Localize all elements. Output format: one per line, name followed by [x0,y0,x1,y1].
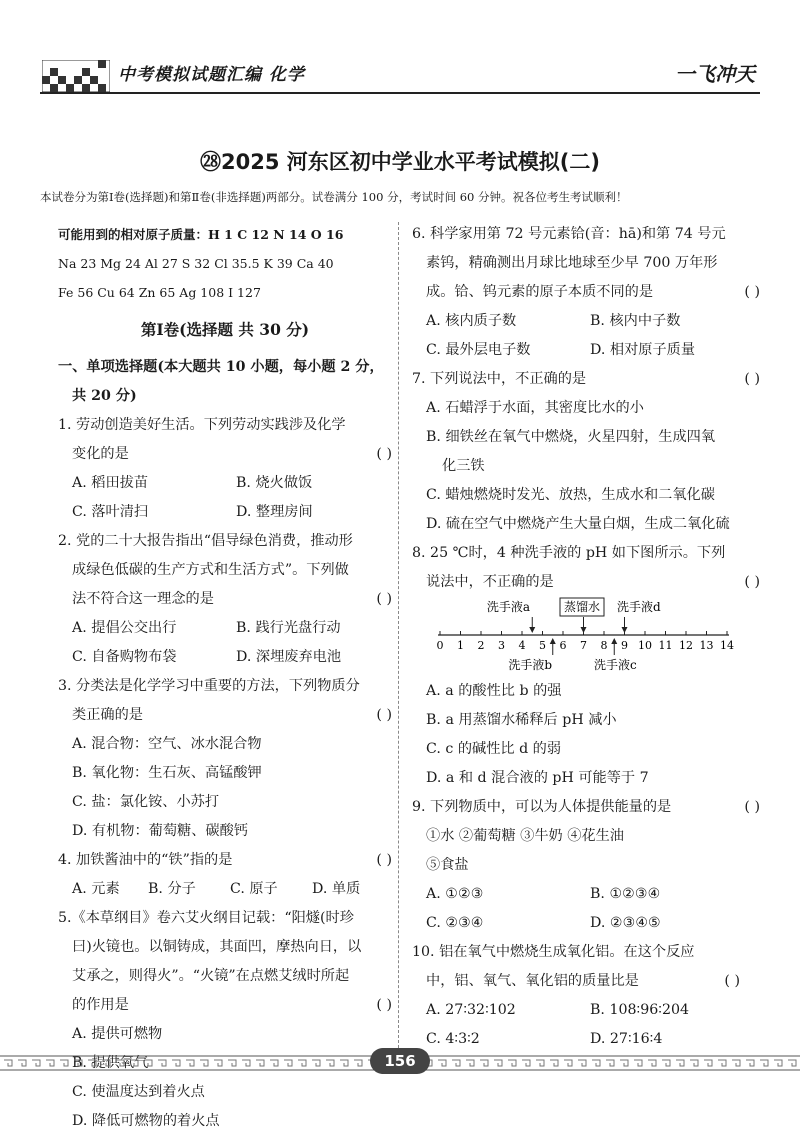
footer-fret [746,1060,754,1066]
footer-fret [186,1060,194,1066]
footer-fret [74,1060,82,1066]
q7-option-c[interactable]: C. 蜡烛燃烧时发光、放热，生成水和二氧化碳 [426,487,715,503]
ph-tick-label: 8 [600,639,608,652]
q4-answer-blank[interactable]: ( ) [376,852,392,868]
footer-fret [620,1060,628,1066]
handwash-b-arrow-head [550,638,556,644]
footer-fret [60,1060,68,1066]
label-handwash-b: 洗手液b [508,658,552,672]
ph-tick-label: 2 [477,639,485,652]
ph-tick-label: 6 [559,639,567,652]
footer-fret [242,1060,250,1066]
footer-fret [228,1060,236,1066]
q6-stem-line2: 素钨，精确测出月球比地球至少早 700 万年形 [426,255,718,271]
section1-title: 第Ⅰ卷(选择题 共 30 分) [140,320,310,339]
footer-fret [172,1060,180,1066]
ph-tick-label: 13 [699,639,714,652]
q8-option-c[interactable]: C. c 的碱性比 d 的弱 [426,741,562,757]
q1-option-a[interactable]: A. 稻田拔苗 [72,475,149,491]
q9-option-b[interactable]: B. ①②③④ [590,886,661,902]
footer-fret [326,1060,334,1066]
q4-option-b[interactable]: B. 分子 [148,881,196,897]
exam-intro: 本试卷分为第Ⅰ卷(选择题)和第Ⅱ卷(非选择题)两部分。试卷满分 100 分，考试时间 60 分钟。祝各位考生考试顺利！ [40,190,628,204]
q9-option-d[interactable]: D. ②③④⑤ [590,915,661,931]
q9-option-c[interactable]: C. ②③④ [426,915,484,931]
exam-title: ㉘2025 河东区初中学业水平考试模拟(二) [200,150,600,174]
footer-fret [466,1060,474,1066]
ph-tick-label: 3 [498,639,505,652]
q1-stem-line2: 变化的是 [72,446,129,462]
footer-fret [298,1060,306,1066]
q6-option-b[interactable]: B. 核内中子数 [590,313,681,329]
q7-option-b-line1[interactable]: B. 细铁丝在氧气中燃烧，火星四射，生成四氧 [426,429,716,445]
q3-stem-line2: 类正确的是 [72,707,143,723]
q6-option-c[interactable]: C. 最外层电子数 [426,342,531,358]
footer-fret [606,1060,614,1066]
footer-fret [214,1060,222,1066]
q6-answer-blank[interactable]: ( ) [744,284,760,300]
q9-items-line2: ⑤食盐 [426,857,469,873]
q8-option-b[interactable]: B. a 用蒸馏水稀释后 pH 减小 [426,712,617,728]
footer-fret [788,1060,796,1066]
footer-fret [634,1060,642,1066]
label-handwash-a: 洗手液a [486,600,530,614]
q5-answer-blank[interactable]: ( ) [376,997,392,1013]
ph-tick-label: 10 [638,639,652,652]
q5-option-c[interactable]: C. 使温度达到着火点 [72,1084,205,1100]
q5-stem-line1: 5.《本草纲目》卷六艾火纲目记载：“阳燧(时珍 [58,910,354,926]
q1-option-c[interactable]: C. 落叶清扫 [72,504,149,520]
footer-fret [760,1060,768,1066]
footer-fret [592,1060,600,1066]
label-handwash-d: 洗手液d [617,600,661,614]
q7-answer-blank[interactable]: ( ) [744,371,760,387]
footer-fret [662,1060,670,1066]
ph-tick-label: 7 [580,639,587,652]
footer-fret [4,1060,12,1066]
footer-fret [704,1060,712,1066]
brand-logo: 一飞冲天 [675,62,755,86]
footer-fret [732,1060,740,1066]
q6-option-d[interactable]: D. 相对原子质量 [590,342,696,358]
q10-option-c[interactable]: C. 4∶3∶2 [426,1031,480,1047]
q9-answer-blank[interactable]: ( ) [744,799,760,815]
footer-fret [158,1060,166,1066]
ph-tick-label: 11 [658,639,673,652]
q2-option-b[interactable]: B. 践行光盘行动 [236,620,341,636]
footer-fret [438,1060,446,1066]
q3-stem-line1: 3. 分类法是化学学习中重要的方法，下列物质分 [58,678,360,694]
footer-fret [550,1060,558,1066]
footer-fret [102,1060,110,1066]
q3-option-b[interactable]: B. 氧化物：生石灰、高锰酸钾 [72,765,262,781]
column-divider [398,222,399,1048]
footer-fret [130,1060,138,1066]
distilled-water-arrow-head [581,627,587,633]
q10-option-a[interactable]: A. 27∶32∶102 [426,1002,516,1018]
q5-stem-line3: 艾承之，则得火”。“火镜”在点燃艾绒时所起 [72,968,350,984]
q10-answer-blank[interactable]: ( ) [724,973,740,989]
q8-answer-blank[interactable]: ( ) [744,574,760,590]
q1-option-b[interactable]: B. 烧火做饭 [236,475,313,491]
q5-option-d[interactable]: D. 降低可燃物的着火点 [72,1113,220,1129]
ph-scale-svg [412,597,760,677]
q5-stem-line2: 曰)火镜也。以铜铸成，其面凹，摩热向日，以 [72,939,362,955]
header-rule [40,92,760,94]
footer-fret [354,1060,362,1066]
handwash-c-arrow-head [611,638,617,644]
q8-stem-line2: 说法中，不正确的是 [426,574,554,590]
ph-tick-label: 4 [518,639,526,652]
footer-fret [522,1060,530,1066]
q4-option-d[interactable]: D. 单质 [312,881,361,897]
q3-option-c[interactable]: C. 盐：氯化铵、小苏打 [72,794,220,810]
footer-fret [270,1060,278,1066]
q6-stem-line3: 成。铪、钨元素的原子本质不同的是 [426,284,654,300]
q4-stem: 4. 加铁酱油中的“铁”指的是 [58,852,233,868]
q2-option-a[interactable]: A. 提倡公交出行 [72,620,177,636]
label-distilled-water: 蒸馏水 [563,600,601,614]
footer-fret [200,1060,208,1066]
q8-option-d[interactable]: D. a 和 d 混合液的 pH 可能等于 7 [426,770,649,786]
q1-answer-blank[interactable]: ( ) [376,446,392,462]
atomic-mass-line2: Na 23 Mg 24 Al 27 S 32 Cl 35.5 K 39 Ca 40 [58,256,334,271]
q4-option-a[interactable]: A. 元素 [72,881,120,897]
q9-option-a[interactable]: A. ①②③ [426,886,484,902]
q5-stem-line4: 的作用是 [72,997,129,1013]
label-handwash-c: 洗手液c [594,658,637,672]
footer-fret [718,1060,726,1066]
footer-fret [774,1060,782,1066]
footer-fret [676,1060,684,1066]
q7-option-d[interactable]: D. 硫在空气中燃烧产生大量白烟，生成二氧化硫 [426,516,730,532]
atomic-mass-line3: Fe 56 Cu 64 Zn 65 Ag 108 I 127 [58,285,261,300]
footer-fret [18,1060,26,1066]
footer-fret [312,1060,320,1066]
footer-fret [648,1060,656,1066]
q1-stem-line1: 1. 劳动创造美好生活。下列劳动实践涉及化学 [58,417,346,433]
q2-answer-blank[interactable]: ( ) [376,591,392,607]
q8-ph-diagram [412,597,760,677]
handwash-a-arrow-head [529,627,535,633]
q6-stem-line1: 6. 科学家用第 72 号元素铪(音：hā)和第 74 号元 [412,226,726,242]
footer-fret [256,1060,264,1066]
q5-option-b[interactable]: B. 提供氧气 [72,1055,149,1071]
part1-heading-line1: 一、单项选择题(本大题共 10 小题，每小题 2 分， [58,359,384,375]
footer-fret [88,1060,96,1066]
q1-option-d[interactable]: D. 整理房间 [236,504,313,520]
q3-option-a[interactable]: A. 混合物：空气、冰水混合物 [72,736,262,752]
q3-option-d[interactable]: D. 有机物：葡萄糖、碳酸钙 [72,823,248,839]
footer-fret [480,1060,488,1066]
footer-fret [32,1060,40,1066]
header-checker-logo [42,60,110,92]
right-column [412,220,760,1054]
ph-tick-label: 1 [457,639,464,652]
q3-answer-blank[interactable]: ( ) [376,707,392,723]
page-number: 156 [370,1048,430,1074]
ph-tick-label: 5 [539,639,546,652]
q7-option-a[interactable]: A. 石蜡浮于水面，其密度比水的小 [426,400,644,416]
footer-fret [46,1060,54,1066]
q10-option-d[interactable]: D. 27∶16∶4 [590,1031,663,1047]
footer-fret [578,1060,586,1066]
q4-option-c[interactable]: C. 原子 [230,881,278,897]
q2-option-d[interactable]: D. 深埋废弃电池 [236,649,342,665]
q10-stem-line1: 10. 铝在氧气中燃烧生成氧化铝。在这个反应 [412,944,695,960]
q5-option-a[interactable]: A. 提供可燃物 [72,1026,163,1042]
ph-axis [437,617,735,655]
q2-stem-line1: 2. 党的二十大报告指出“倡导绿色消费，推动形 [58,533,353,549]
q7-option-b-line2[interactable]: 化三铁 [442,458,485,474]
handwash-d-arrow-head [622,627,628,633]
ph-tick-label: 14 [720,639,734,652]
q2-stem-line3: 法不符合这一理念的是 [72,591,214,607]
footer-fret [340,1060,348,1066]
footer-fret [116,1060,124,1066]
atomic-mass-line1: 可能用到的相对原子质量：H 1 C 12 N 14 O 16 [58,227,344,242]
footer-fret [536,1060,544,1066]
footer-fret [144,1060,152,1066]
footer-fret [508,1060,516,1066]
ph-tick-label: 0 [436,639,444,652]
footer-fret [284,1060,292,1066]
part1-heading-line2: 共 20 分) [72,388,137,404]
q2-stem-line2: 成绿色低碳的生产方式和生活方式”。下列做 [72,562,349,578]
q8-stem-line1: 8. 25 ℃时，4 种洗手液的 pH 如下图所示。下列 [412,545,726,561]
q9-stem: 9. 下列物质中，可以为人体提供能量的是 [412,799,672,815]
footer-fret [564,1060,572,1066]
footer-fret [452,1060,460,1066]
q10-option-b[interactable]: B. 108∶96∶204 [590,1002,690,1018]
q6-option-a[interactable]: A. 核内质子数 [426,313,517,329]
q10-stem-line2: 中，铝、氧气、氧化铝的质量比是 [426,973,639,989]
q9-items-line1: ①水 ②葡萄糖 ③牛奶 ④花生油 [426,828,624,844]
book-title: 中考模拟试题汇编 化学 [118,65,305,85]
q2-option-c[interactable]: C. 自备购物布袋 [72,649,177,665]
q7-stem: 7. 下列说法中，不正确的是 [412,371,587,387]
ph-tick-label: 12 [679,639,693,652]
footer-fret [690,1060,698,1066]
left-column [58,220,392,1136]
q8-option-a[interactable]: A. a 的酸性比 b 的强 [426,683,562,699]
footer-fret [494,1060,502,1066]
ph-tick-label: 9 [621,639,628,652]
